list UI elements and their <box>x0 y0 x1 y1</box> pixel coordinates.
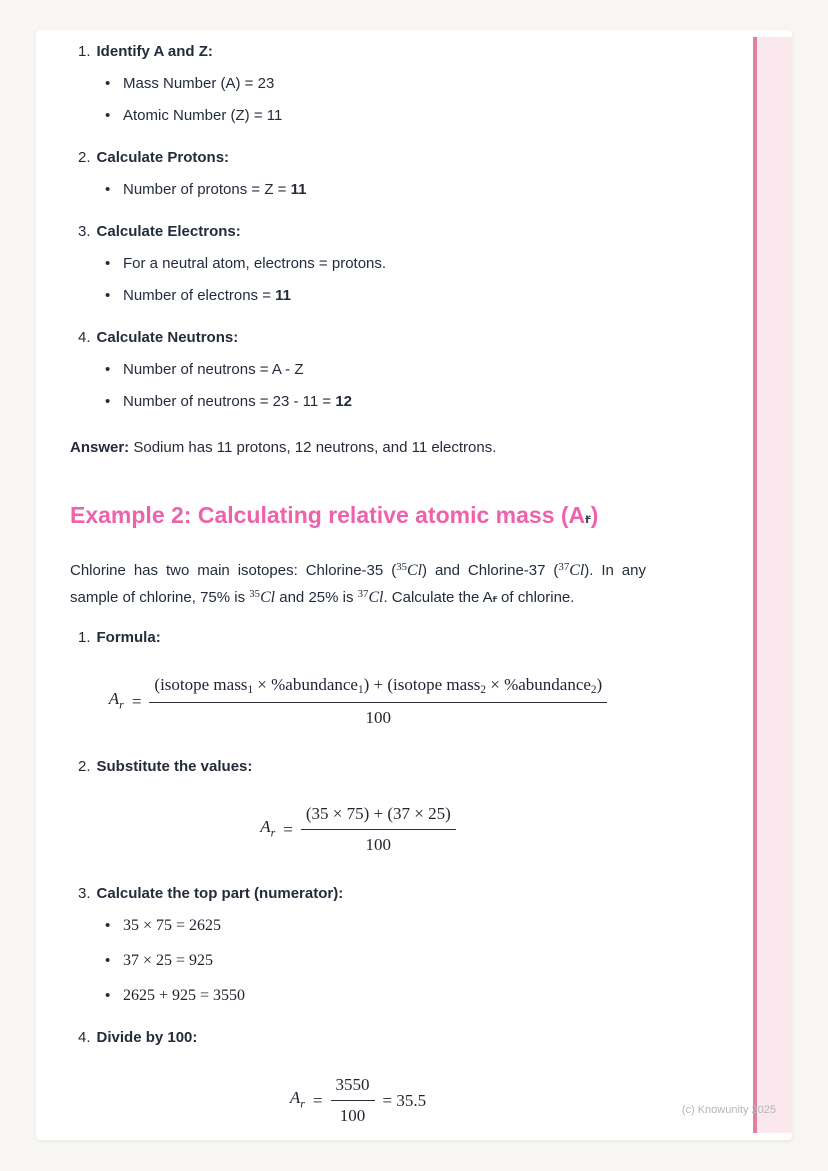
step-divide-by-100 <box>70 1026 646 1127</box>
equals-sign: = <box>131 691 142 711</box>
step-calculate-neutrons <box>70 326 646 414</box>
example2-heading: Example 2: Calculating relative atomic mass (Ar) <box>70 502 599 528</box>
bullet-list <box>70 178 646 202</box>
fraction-numerator: (isotope mass1 × %abundance1) + (isotope mass2 × %abundance2) <box>149 674 607 703</box>
formula-lhs <box>260 816 275 843</box>
step-calculate-electrons <box>70 220 646 308</box>
step-title <box>70 146 646 170</box>
math-expression: 2625 + 925 = 3550 <box>123 987 246 1004</box>
bullet-icon <box>105 252 123 276</box>
step-substitute-values <box>70 755 646 856</box>
step-number: 1. <box>78 629 91 646</box>
fraction <box>301 803 456 856</box>
list-item-text: Number of neutrons = 23 - 11 = 12 <box>123 393 353 410</box>
page-accent-bar <box>753 37 792 1133</box>
formula-result-value: = 35.5 <box>382 1090 427 1110</box>
fraction <box>331 1074 375 1127</box>
step-title-text: Calculate Neutrons: <box>96 329 239 346</box>
step-number: 4. <box>78 329 91 346</box>
list-item <box>105 358 646 382</box>
step-title <box>70 755 646 779</box>
variable-ar-subscript: r <box>270 825 276 840</box>
step-calculate-protons <box>70 146 646 202</box>
step-title-text: Substitute the values: <box>96 758 253 775</box>
step-number: 1. <box>78 43 91 60</box>
list-item <box>105 104 646 128</box>
equals-sign: = <box>312 1090 323 1110</box>
bullet-list <box>70 252 646 308</box>
bullet-list <box>70 358 646 414</box>
page-content <box>70 40 646 1153</box>
step-number: 3. <box>78 223 91 240</box>
list-item <box>105 984 646 1008</box>
formula-lhs <box>109 688 124 715</box>
answer-line: Answer: Sodium has 11 protons, 12 neutrons, and 11 electrons. <box>70 439 497 456</box>
list-item-text: Atomic Number (Z) = 11 <box>123 107 283 124</box>
list-item <box>105 390 646 414</box>
step-number: 2. <box>78 149 91 166</box>
list-item <box>105 72 646 96</box>
step-title <box>70 626 646 650</box>
bullet-icon <box>105 72 123 96</box>
step-number: 4. <box>78 1029 91 1046</box>
formula-lhs <box>290 1087 305 1114</box>
example2-intro-paragraph: Chlorine has two main isotopes: Chlorine-35 ($^{35}$Cl) and Chlorine-37 ($^{37}$Cl). In any sample of chlorine, 75% is $^{35}$Cl and 25% is $^{37}$Cl. Calculate the Ar of chlorine. <box>70 561 646 606</box>
step-number: 2. <box>78 758 91 775</box>
list-item <box>105 914 646 938</box>
step-title-text: Formula: <box>96 629 161 646</box>
fraction-denominator: 100 <box>365 708 392 727</box>
equals-sign: = <box>283 819 293 839</box>
step-title-text: Divide by 100: <box>96 1029 198 1046</box>
variable-ar: A <box>289 1087 301 1107</box>
watermark-copyright: (c) Knowunity 2025 <box>681 1104 776 1116</box>
document-page <box>36 30 792 1140</box>
formula-substituted <box>70 803 646 856</box>
fraction <box>149 674 607 729</box>
step-title-text: Calculate the top part (numerator): <box>96 885 344 902</box>
formula-result <box>70 1074 646 1127</box>
formula-relative-atomic-mass <box>70 674 646 729</box>
list-item-text: Number of protons = Z = 11 <box>123 181 307 198</box>
variable-ar-subscript: r <box>119 697 124 712</box>
step-identify-a-z <box>70 40 646 128</box>
step-title <box>70 40 646 64</box>
list-item-text: Mass Number (A) = 23 <box>123 75 275 92</box>
list-item-text: Number of neutrons = A - Z <box>123 361 304 378</box>
fraction-numerator: (35 × 75) + (37 × 25) <box>301 803 456 830</box>
step-calculate-numerator <box>70 882 646 1008</box>
list-item-text: Number of electrons = 11 <box>123 287 292 304</box>
bullet-icon <box>105 104 123 128</box>
step-number: 3. <box>78 885 91 902</box>
list-item <box>105 284 646 308</box>
bullet-icon <box>105 914 123 938</box>
step-title <box>70 220 646 244</box>
step-title <box>70 882 646 906</box>
fraction-denominator: 100 <box>365 835 392 854</box>
math-expression: 37 × 25 = 925 <box>123 952 214 969</box>
fraction-numerator: 3550 <box>331 1074 375 1101</box>
step-title <box>70 326 646 350</box>
variable-ar: A <box>260 816 271 836</box>
bullet-icon <box>105 358 123 382</box>
step-title-text: Calculate Electrons: <box>96 223 241 240</box>
step-title-text: Identify A and Z: <box>96 43 213 60</box>
bullet-icon <box>105 284 123 308</box>
example1-steps <box>70 40 646 460</box>
list-item <box>105 949 646 973</box>
fraction-denominator: 100 <box>339 1106 366 1125</box>
variable-ar-subscript: r <box>300 1096 305 1111</box>
list-item-text: For a neutral atom, electrons = protons. <box>123 255 387 272</box>
bullet-icon <box>105 178 123 202</box>
step-title-text: Calculate Protons: <box>96 149 230 166</box>
math-expression: 35 × 75 = 2625 <box>123 917 222 934</box>
list-item <box>105 252 646 276</box>
step-formula <box>70 626 646 729</box>
bullet-icon <box>105 390 123 414</box>
bullet-icon <box>105 949 123 973</box>
variable-ar: A <box>108 688 120 708</box>
bullet-list <box>70 914 646 1008</box>
list-item <box>105 178 646 202</box>
step-title <box>70 1026 646 1050</box>
bullet-icon <box>105 984 123 1008</box>
bullet-list <box>70 72 646 128</box>
example2-steps <box>70 626 646 1127</box>
